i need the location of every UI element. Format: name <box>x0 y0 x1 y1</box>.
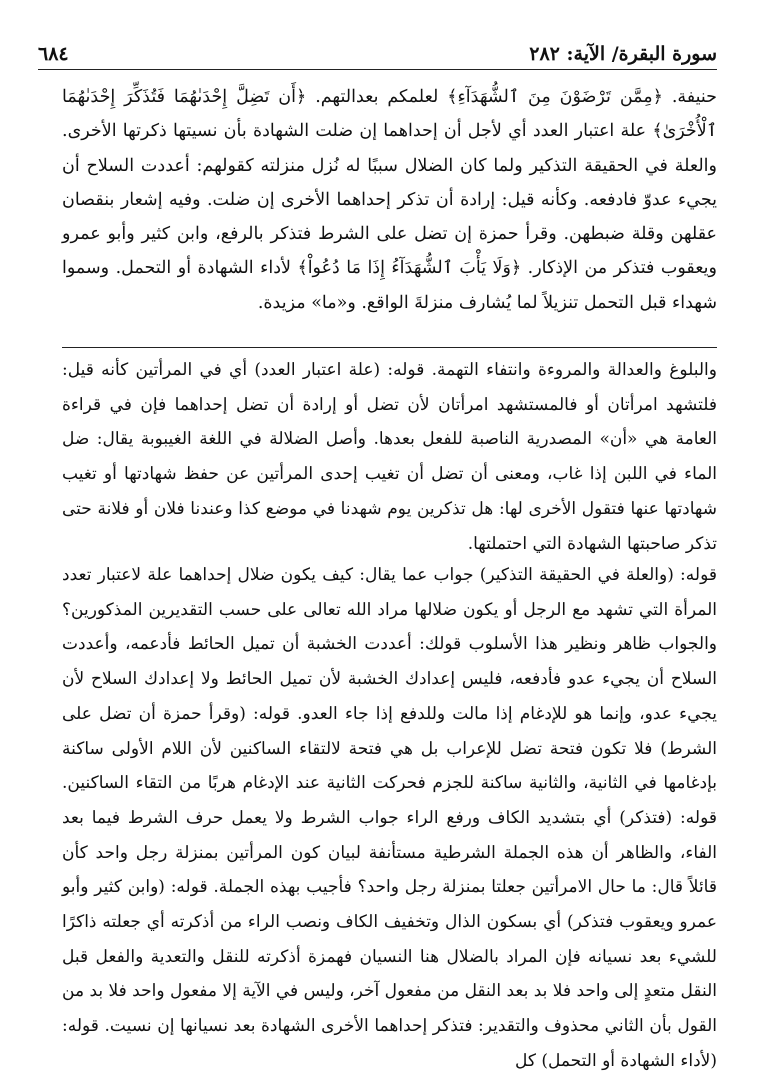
main-text <box>62 80 717 320</box>
commentary-block-2 <box>62 558 717 1079</box>
commentary-paragraph: قوله: (والعلة في الحقيقة التذكير) جواب عما يقال: كيف يكون ضلال إحداهما علة لاعتبار تعدد المرأة التي تشهد مع الرجل أو يكون ضلالها مراد الله تعالى على حسب التقديرين المذكورين؟ والجواب ظاهر ونظير هذا الأسلوب قولك: أعددت الخشبة أن تميل الحائط فأدعمه، وأعددت السلاح أن يجيء عدو فأدفعه، فليس إعدادك الخشبة لأن تميل الحائط ولا إعدادك السلاح لأن يجيء عدو، وإنما هو للإدغام إذا مالت وللدفع إذا جاء العدو. قوله: (وقرأ حمزة أن تضل على الشرط) فلا تكون فتحة تضل للإعراب بل هي فتحة لالتقاء الساكنين لأن اللام الأولى ساكنة بإدغامها في الثانية، والثانية ساكنة للجزم فحركت الثانية عند الإدغام هربًا من التقاء الساكنين. قوله: (فتذكر) أي بتشديد الكاف ورفع الراء جواب الشرط ولا يعمل حرف الشرط فيما بعد الفاء، والظاهر أن هذه الجملة الشرطية مستأنفة لبيان كون المرأتين بمنزلة رجل واحد كأن قائلاً قال: ما حال الامرأتين جعلتا بمنزلة رجل واحد؟ فأجيب بهذه الجملة. قوله: (وابن كثير وأبو عمرو ويعقوب فتذكر) أي بسكون الذال وتخفيف الكاف ونصب الراء من أذكرته أي جعلته ذاكرًا للشيء بعد نسيانه فإن المراد بالضلال هنا النسيان فهمزة أذكرته للنقل والتعدية والفعل قبل النقل متعدٍ إلى واحد فلا بد بعد النقل من مفعول آخر، وليس في الآية إلا مفعول واحد فلا بد من القول بأن الثاني محذوف والتقدير: فتذكر إحداهما الأخرى الشهادة بعد نسيانها إن نسيت. قوله: (لأداء الشهادة أو التحمل) كل <box>62 565 717 1071</box>
page-number: ٦٨٤ <box>38 43 69 65</box>
page-header <box>38 36 717 70</box>
running-head: سورة البقرة/ الآية: ٢٨٢ <box>529 43 717 65</box>
commentary-block-1 <box>62 353 717 561</box>
main-paragraph: حنيفة. ﴿مِمَّن تَرْضَوْنَ مِنَ ٱلشُّهَدَآءِ﴾ لعلمكم بعدالتهم. ﴿أَن تَضِلَّ إِحْدَىٰهُمَا فَتُذَكِّرَ إِحْدَىٰهُمَا ٱلْأُخْرَىٰ﴾ علة اعتبار العدد أي لأجل أن إحداهما إن ضلت الشهادة بأن نسيتها ذكرتها الأخرى. والعلة في الحقيقة التذكير ولما كان الضلال سببًا له نُزل منزلته كقولهم: أعددت السلاح أن يجيء عدوّ فادفعه. وكأنه قيل: إرادة أن تذكر إحداهما الأخرى إن ضلت. وفيه إشعار بنقصان عقلهن وقلة ضبطهن. وقرأ حمزة إن تضل على الشرط فتذكر بالرفع، وابن كثير وأبو عمرو ويعقوب فتذكر من الإذكار. ﴿وَلَا يَأْبَ ٱلشُّهَدَآءُ إِذَا مَا دُعُواْ﴾ لأداء الشهادة أو التحمل. وسموا شهداء قبل التحمل تنزيلاً لما يُشارف منزلةَ الواقع. و«ما» مزيدة. <box>62 87 717 313</box>
separator-rule <box>62 347 717 348</box>
commentary-paragraph: والبلوغ والعدالة والمروءة وانتفاء التهمة. قوله: (علة اعتبار العدد) أي في المرأتين كأنه قيل: فلتشهد امرأتان أو فالمستشهد امرأتان لأن تضل أو إرادة أن تضل إحداهما فإن في قراءة العامة هي «أن» المصدرية الناصبة للفعل بعدها. وأصل الضلالة في اللغة الغيبوبة يقال: ضل الماء في اللبن إذا غاب، ومعنى أن تضل أن تغيب إحدى المرأتين عن حفظ شهادتها أو تغيب شهادتها عنها فتقول الأخرى لها: هل تذكرين يوم شهدنا في موضع كذا وعندنا فلان أو فلانة حتى تذكر صاحبتها الشهادة التي احتملتها. <box>62 360 717 554</box>
